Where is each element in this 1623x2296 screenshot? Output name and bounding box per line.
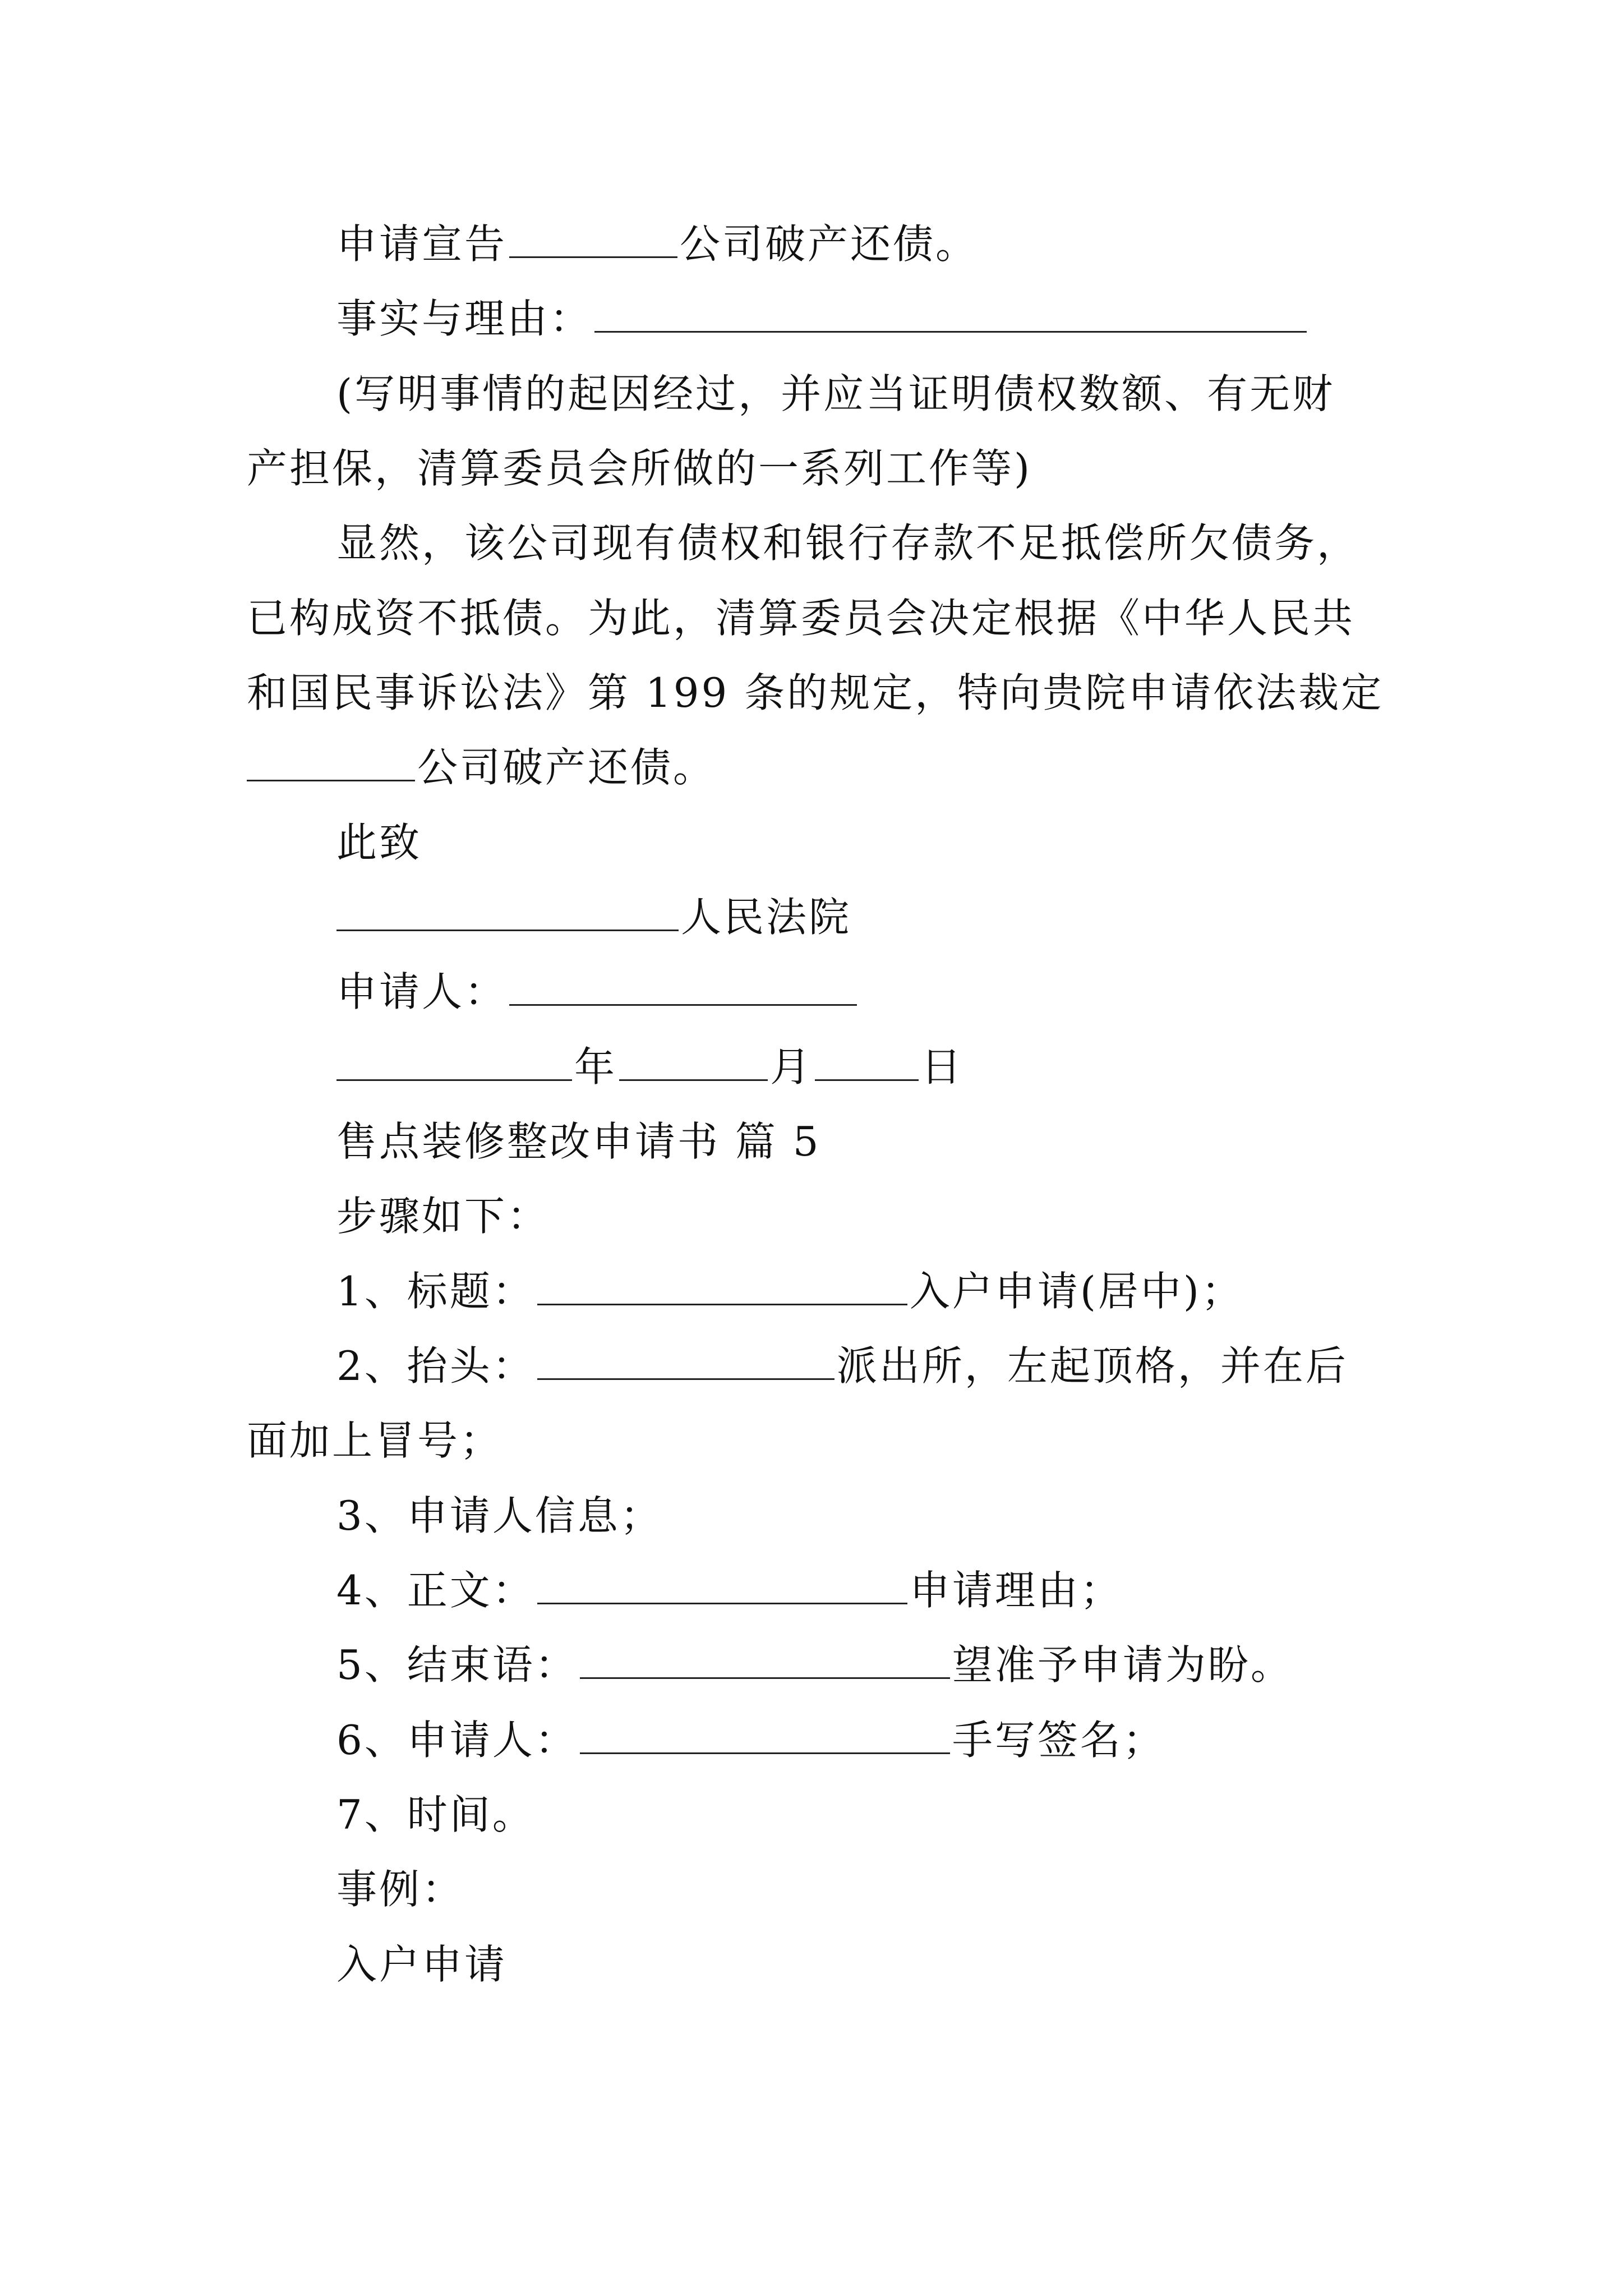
blank-month xyxy=(619,1045,768,1081)
blank-step-5 xyxy=(580,1642,950,1679)
line-declare-bankruptcy: 申请宣告 公司破产还债。 xyxy=(336,220,979,268)
blank-step-6 xyxy=(580,1718,950,1754)
blank-day xyxy=(815,1045,919,1081)
line-example-title: 入户申请 xyxy=(336,1941,508,1988)
blank-court-name xyxy=(336,895,679,931)
line-steps-intro: 步骤如下： xyxy=(336,1193,550,1240)
blank-step-2 xyxy=(537,1343,834,1380)
line-body-1: 显然，该公司现有债权和银行存款不足抵偿所欠债务， xyxy=(336,519,1360,567)
step-5: 5、结束语： 望准予申请为盼。 xyxy=(336,1641,1293,1688)
line-court: 人民法院 xyxy=(336,889,851,945)
line-body-4: 公司破产还债。 xyxy=(247,739,716,795)
blank-year xyxy=(336,1045,572,1081)
line-facts-reasons: 事实与理由： xyxy=(336,291,1309,347)
line-body-2: 已构成资不抵债。为此，清算委员会决定根据《中华人民共 xyxy=(247,595,1355,642)
line-note-1: (写明事情的起因经过，并应当证明债权数额、有无财 xyxy=(336,370,1335,417)
step-1: 1、标题： 入户申请(居中)； xyxy=(336,1268,1244,1315)
line-note-2: 产担保，清算委员会所做的一系列工作等) xyxy=(247,445,1032,492)
blank-step-4 xyxy=(537,1568,907,1604)
step-2: 2、抬头： 派出所，左起顶格，并在后 xyxy=(336,1342,1348,1389)
line-example: 事例： xyxy=(336,1866,465,1913)
blank-company-name-2 xyxy=(247,745,415,781)
line-date: 年 月 日 xyxy=(336,1039,963,1095)
line-applicant: 申请人： xyxy=(336,964,859,1020)
line-body-3: 和国民事诉讼法》第 199 条的规定，特向贵院申请依法裁定 xyxy=(247,669,1384,716)
blank-applicant xyxy=(509,969,857,1006)
blank-step-1 xyxy=(537,1269,907,1305)
step-6: 6、申请人： 手写签名； xyxy=(336,1717,1165,1764)
section-heading: 售点装修整改申请书 篇 5 xyxy=(336,1118,821,1165)
step-7: 7、时间。 xyxy=(336,1791,535,1838)
line-salutation: 此致 xyxy=(336,819,422,866)
step-4: 4、正文： 申请理由； xyxy=(336,1567,1123,1614)
step-3: 3、申请人信息； xyxy=(336,1492,663,1539)
blank-facts xyxy=(594,296,1307,333)
step-2-continued: 面加上冒号； xyxy=(247,1417,503,1464)
blank-company-name xyxy=(509,222,677,258)
